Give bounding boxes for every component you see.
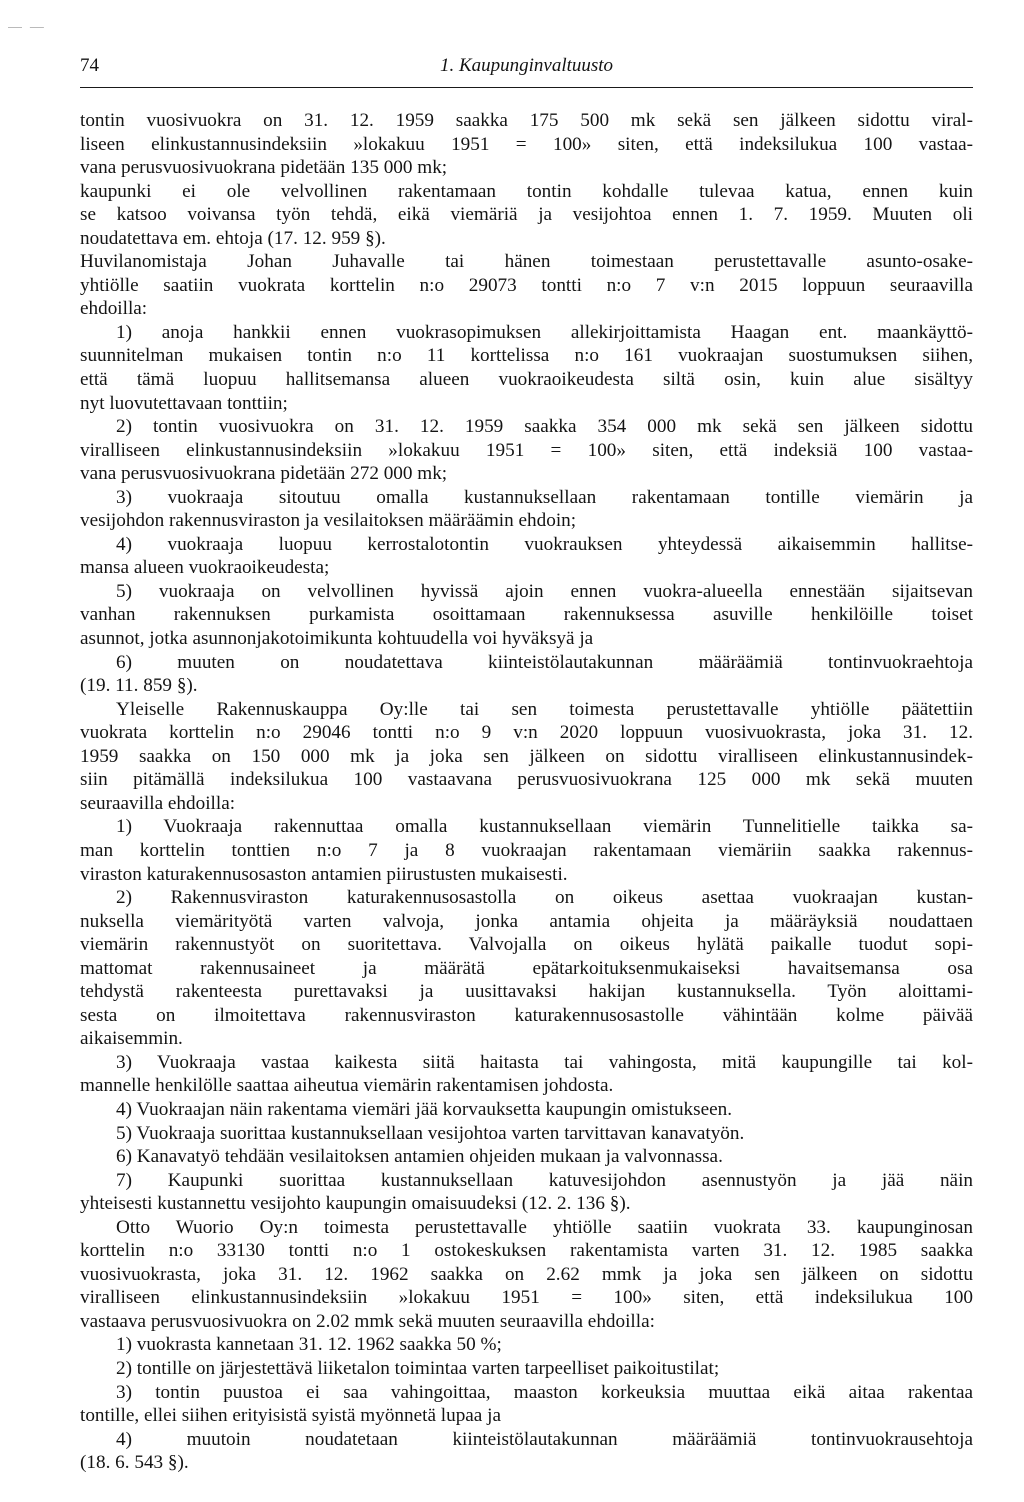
text-line: 6) Kanavatyö tehdään vesilaitoksen antamien ohjeiden mukaan ja valvonnassa. — [116, 1146, 723, 1168]
text-line: viraston katurakennusosaston antamien piirustusten mukaisesti. — [80, 863, 568, 885]
text-line: tontille, ellei siihen erityisistä syistä myönnetä lupaa ja — [80, 1405, 501, 1427]
text-line: 2) tontin vuosivuokra on 31. 12. 1959 saakka 354 000 mk sekä sen jälkeen sidottu — [116, 416, 973, 438]
text-line: (18. 6. 543 §). — [80, 1452, 189, 1474]
text-line: se katsoo voivansa työn tehdä, eikä viemäriä ja vesijohtoa ennen 1. 7. 1959. Muuten oli — [80, 204, 973, 226]
text-line: asunnot, jotka asunnonjakotoimikunta kohtuudella voi hyväksyä ja — [80, 628, 594, 650]
text-line: seuraavilla ehdoilla: — [80, 792, 236, 814]
text-line: nuksella viemärityötä varten valvoja, jonka antamia ohjeita ja määräyksiä noudattaen — [80, 910, 973, 932]
text-line: viralliseen elinkustannusindeksiin »lokakuu 1951 = 100» siten, että indeksiä 100 vastaa- — [80, 439, 973, 461]
text-line: viemärin rakennustyöt on suoritettava. Valvojalla on oikeus hylätä paikalle tuodut sopi- — [80, 934, 973, 956]
text-line: 4) Vuokraajan näin rakentama viemäri jää korvauksetta kaupungin omistukseen. — [116, 1098, 733, 1120]
text-line: 2) tontille on järjestettävä liiketalon toimintaa varten tarpeelliset paikoitustilat; — [116, 1357, 720, 1379]
text-line: Huvilanomistaja Johan Juhavalle tai hänen toimestaan perustettavalle asunto-osake- — [80, 251, 973, 273]
text-line: 5) vuokraaja on velvollinen hyvissä ajoin ennen vuokra-alueella ennestään sijaitsevan — [116, 580, 973, 602]
text-line: mansa alueen vuokraoikeudesta; — [80, 557, 330, 579]
text-line: vanhan rakennuksen purkamista osoittamaan rakennuksessa asuville henkilöille toiset — [80, 604, 973, 626]
text-line: Otto Wuorio Oy:n toimesta perustettavalle yhtiölle saatiin vuokrata 33. kaupunginosan — [116, 1216, 973, 1238]
page-header — [80, 55, 973, 88]
text-line: 2) Rakennusviraston katurakennusosastolla on oikeus asettaa vuokraajan kustan- — [116, 887, 973, 909]
text-line: 7) Kaupunki suorittaa kustannuksellaan katuvesijohdon asennustyön ja jää näin — [116, 1169, 973, 1191]
text-line: man korttelin tonttien n:o 7 ja 8 vuokraajan rakentamaan viemäriin saakka rakennus- — [80, 839, 973, 861]
text-line: 5) Vuokraaja suorittaa kustannuksellaan vesijohtoa varten tarvittavan kanavatyön. — [116, 1122, 745, 1144]
page-number: 74 — [80, 55, 99, 76]
text-line: 1) anoja hankkii ennen vuokrasopimuksen allekirjoittamista Haagan ent. maankäyttö- — [116, 321, 973, 343]
text-line: yhteisesti kustannettu vesijohto kaupungin omaisuudeksi (12. 2. 136 §). — [80, 1193, 631, 1215]
text-line: 6) muuten on noudatettava kiinteistölautakunnan määräämiä tontinvuokraehtoja — [116, 651, 973, 673]
text-line: kaupunki ei ole velvollinen rakentamaan tontin kohdalle tulevaa katua, ennen kuin — [80, 180, 973, 202]
text-line: aikaisemmin. — [80, 1028, 183, 1050]
text-line: vuokrata korttelin n:o 29046 tontti n:o 9 v:n 2020 loppuun vuosivuokrasta, joka 31. 12. — [80, 722, 973, 744]
text-line: 3) tontin puustoa ei saa vahingoittaa, maaston korkeuksia muuttaa eikä aitaa rakentaa — [116, 1381, 973, 1403]
scan-mark: — — — [8, 18, 46, 34]
text-line: siin pitämällä indeksilukua 100 vastaavana perusvuosivuokrana 125 000 mk sekä muuten — [80, 769, 973, 791]
text-line: Yleiselle Rakennuskauppa Oy:lle tai sen toimesta perustettavalle yhtiölle päätettiin — [116, 698, 973, 720]
text-line: (19. 11. 859 §). — [80, 675, 198, 697]
text-line: viralliseen elinkustannusindeksiin »lokakuu 1951 = 100» siten, että indeksilukua 100 — [80, 1287, 973, 1309]
text-line: 1) vuokrasta kannetaan 31. 12. 1962 saakka 50 %; — [116, 1334, 502, 1356]
text-line: liseen elinkustannusindeksiin »lokakuu 1951 = 100» siten, että indeksilukua 100 vastaa- — [80, 133, 973, 155]
text-line: suunnitelman mukaisen tontin n:o 11 korttelissa n:o 161 vuokraajan suostumuksen siihen, — [80, 345, 973, 367]
text-line: 1) Vuokraaja rakennuttaa omalla kustannuksellaan viemärin Tunnelitielle taikka sa- — [116, 816, 973, 838]
text-line: 4) vuokraaja luopuu kerrostalotontin vuokrauksen yhteydessä aikaisemmin hallitse- — [116, 533, 973, 555]
text-line: 4) muutoin noudatetaan kiinteistölautakunnan määräämiä tontinvuokrausehtoja — [116, 1428, 973, 1450]
text-line: tontin vuosivuokra on 31. 12. 1959 saakka 175 500 mk sekä sen jälkeen sidottu viral- — [80, 110, 973, 131]
body-text — [80, 109, 973, 1475]
text-line: tehdystä rakenteesta purettavaksi ja uusittavaksi hakijan kustannuksella. Työn aloittami- — [80, 981, 973, 1003]
text-line: 3) Vuokraaja vastaa kaikesta siitä haitasta tai vahingosta, mitä kaupungille tai kol- — [116, 1051, 973, 1073]
text-line: sesta on ilmoitettava rakennusviraston katurakennusosastolle vähintään kolme päivää — [80, 1004, 973, 1026]
text-line: 3) vuokraaja sitoutuu omalla kustannuksellaan rakentamaan tontille viemärin ja — [116, 486, 973, 508]
text-line: yhtiölle saatiin vuokrata korttelin n:o 29073 tontti n:o 7 v:n 2015 loppuun seuraavilla — [80, 274, 973, 296]
text-line: korttelin n:o 33130 tontti n:o 1 ostokeskuksen rakentamista varten 31. 12. 1985 saakka — [80, 1240, 973, 1262]
text-line: että tämä luopuu hallitsemansa alueen vuokraoikeudesta siltä osin, kuin alue sisältyy — [80, 369, 973, 391]
text-line: noudatettava em. ehtoja (17. 12. 959 §). — [80, 227, 386, 249]
running-title: 1. Kaupunginvaltuusto — [439, 55, 614, 76]
text-line: vana perusvuosivuokrana pidetään 135 000 mk; — [80, 157, 448, 179]
text-line: vastaava perusvuosivuokra on 2.02 mmk sekä muuten seuraavilla ehdoilla: — [80, 1310, 655, 1332]
text-line: mannelle henkilölle saattaa aiheutua viemärin rakentamisen johdosta. — [80, 1075, 614, 1097]
text-line: nyt luovutettavaan tonttiin; — [80, 392, 288, 414]
text-line: 1959 saakka on 150 000 mk ja joka sen jälkeen on sidottu viralliseen elinkustannusindek- — [80, 745, 973, 767]
text-line: vuosivuokrasta, joka 31. 12. 1962 saakka on 2.62 mmk ja joka sen jälkeen on sidottu — [80, 1263, 973, 1285]
text-line: ehdoilla: — [80, 298, 148, 320]
text-line: mattomat rakennusaineet ja määrätä epätarkoituksenmukaiseksi havaitsemansa osa — [80, 957, 973, 979]
text-line: vana perusvuosivuokrana pidetään 272 000 mk; — [80, 463, 448, 485]
text-line: vesijohdon rakennusviraston ja vesilaitoksen määräämin ehdoin; — [80, 510, 577, 532]
